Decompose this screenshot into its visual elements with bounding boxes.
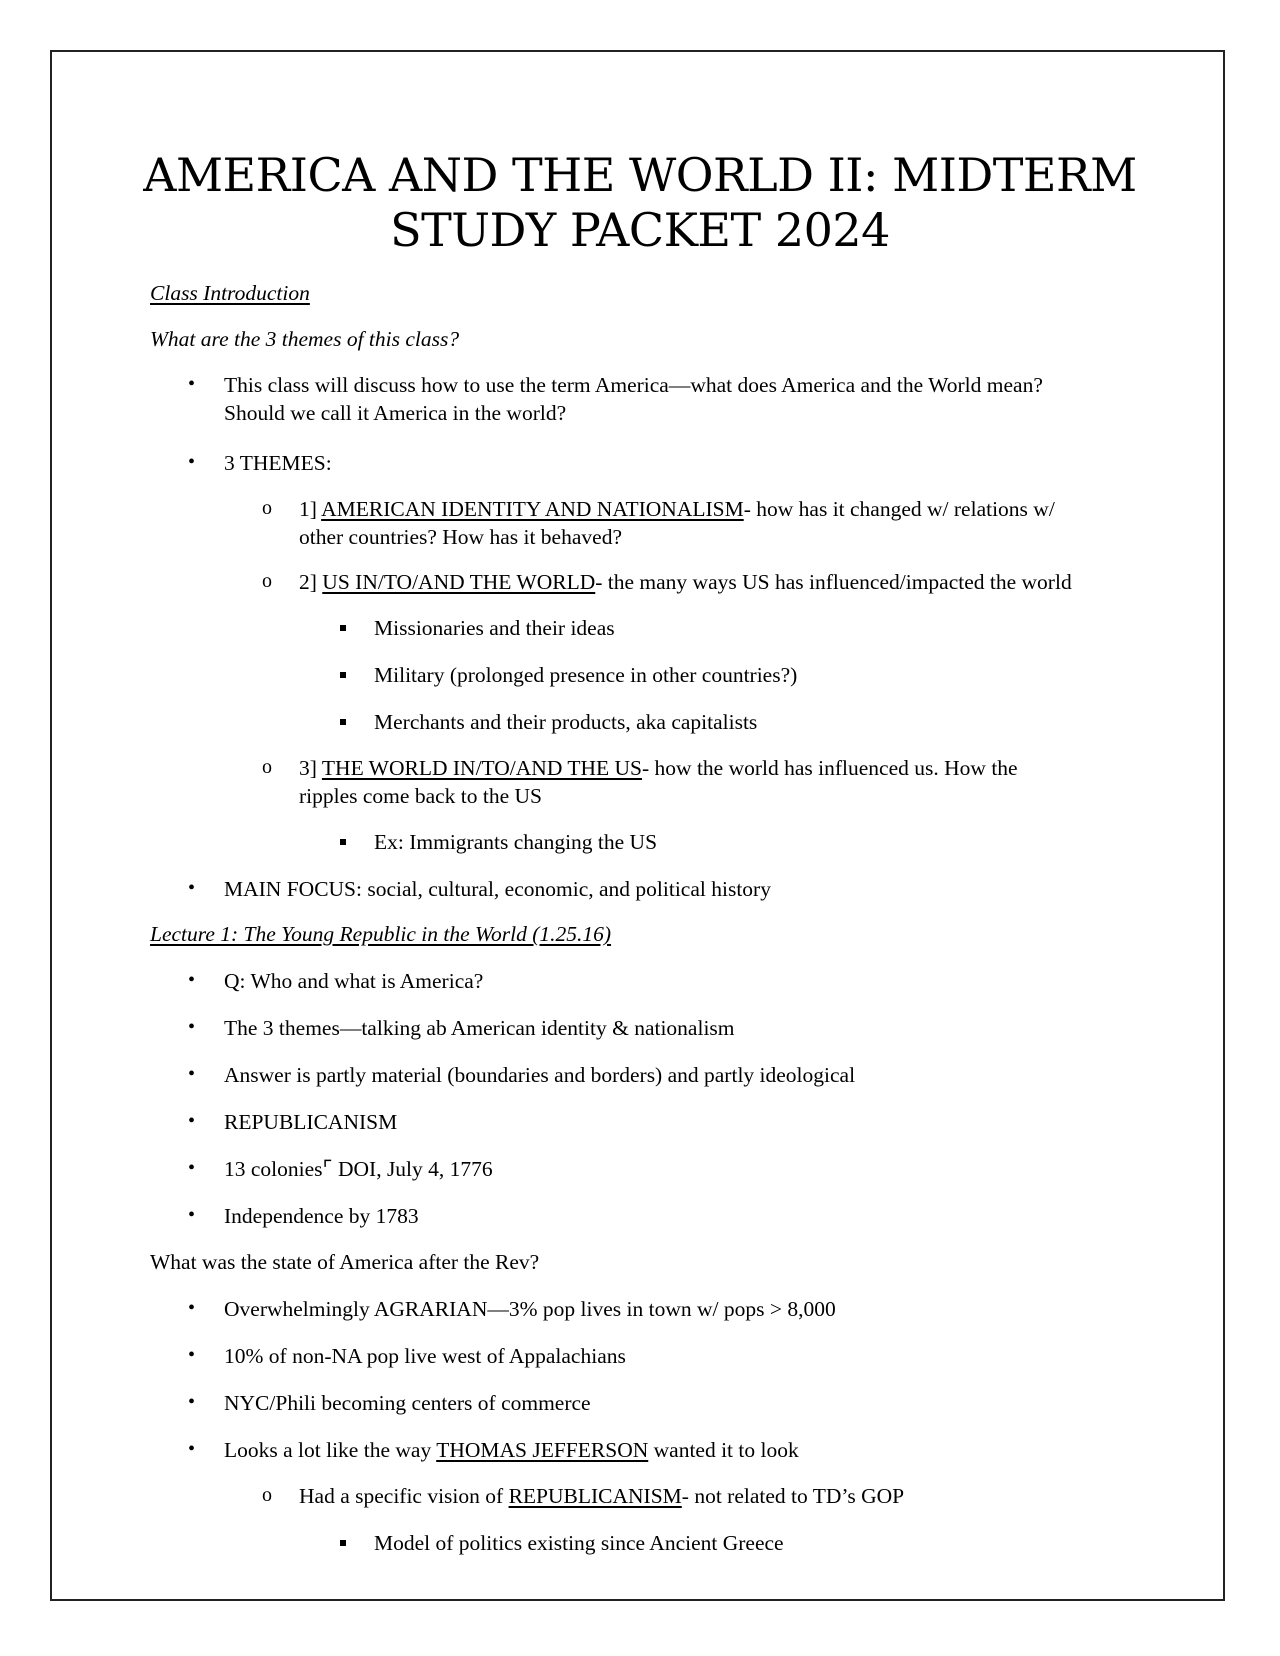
bullet-dot-icon: • [188,1391,196,1413]
theme-1-line-2: other countries? How has it behaved? [299,525,622,549]
document-title-line-2: STUDY PACKET 2024 [390,203,890,257]
main-focus: MAIN FOCUS: social, cultural, economic, and political history [224,877,771,901]
republicanism-bullet [299,1484,904,1509]
bullet-dot-icon: • [188,1204,196,1226]
republicanism-term: REPUBLICANISM [508,1484,682,1508]
bullet-square-icon [340,672,346,678]
theme-3-term: THE WORLD IN/TO/AND THE US [321,756,643,780]
theme-1-description: - how has it changed w/ relations w/ [743,497,1055,521]
bullet-dot-icon: • [188,969,196,991]
section-heading-class-introduction: Class Introduction [150,281,310,305]
bullet-circle-icon: o [262,756,272,778]
intro-bullet-1-line-1: This class will discuss how to use the term America—what does America and the World mean? [224,373,1043,397]
theme-2-term: US IN/TO/AND THE WORLD [322,570,596,594]
theme-3-description: - how the world has influenced us. How the [642,756,1018,780]
jefferson-bullet [224,1438,799,1463]
theme-3 [299,756,1018,781]
theme-2-description: - the many ways US has influenced/impacted the world [595,570,1072,594]
lecture-bullet: The 3 themes—talking ab American identity & nationalism [224,1016,735,1040]
bullet-dot-icon: • [188,1157,196,1179]
state-bullet: Overwhelmingly AGRARIAN—3% pop lives in town w/ pops > 8,000 [224,1297,836,1321]
theme-3-line-2: ripples come back to the US [299,784,543,808]
bullet-circle-icon: o [262,1484,272,1506]
bullet-circle-icon: o [262,497,272,519]
document-title-line-1: AMERICA AND THE WORLD II: MIDTERM [143,148,1137,202]
section-heading-lecture-1: Lecture 1: The Young Republic in the World (1.25.16) [150,922,612,946]
bullet-dot-icon: • [188,451,196,473]
state-bullet: NYC/Phili becoming centers of commerce [224,1391,591,1415]
themes-question: What are the 3 themes of this class? [150,327,460,351]
theme-1 [299,497,1055,522]
lecture-bullet: Independence by 1783 [224,1204,419,1228]
bullet-dot-icon: • [188,1344,196,1366]
bullet-dot-icon: • [188,877,196,899]
theme-3-prefix: 3] [299,756,322,780]
bullet-dot-icon: • [188,1110,196,1132]
theme-2-item: Missionaries and their ideas [374,616,615,640]
bullet-circle-icon: o [262,570,272,592]
theme-1-prefix: 1] [299,497,322,521]
jefferson-before: Looks a lot like the way [224,1438,437,1462]
bullet-dot-icon: • [188,1063,196,1085]
theme-2-prefix: 2] [299,570,323,594]
bullet-dot-icon: • [188,373,196,395]
theme-2-item: Military (prolonged presence in other countries?) [374,663,798,687]
theme-3-item: Ex: Immigrants changing the US [374,830,658,854]
theme-2 [299,570,1072,595]
lecture-bullet: Q: Who and what is America? [224,969,484,993]
bullet-dot-icon: • [188,1297,196,1319]
lecture-bullet: 13 colonies⌜ DOI, July 4, 1776 [224,1157,493,1181]
state-question: What was the state of America after the Rev? [150,1250,540,1274]
intro-bullet-1-line-2: Should we call it America in the world? [224,401,567,425]
state-bullet: 10% of non-NA pop live west of Appalachians [224,1344,626,1368]
intro-bullet-3-themes: 3 THEMES: [224,451,332,475]
bullet-square-icon [340,839,346,845]
theme-2-item: Merchants and their products, aka capitalists [374,710,758,734]
theme-1-term: AMERICAN IDENTITY AND NATIONALISM [321,497,744,521]
republicanism-after: - not related to TD’s GOP [681,1484,905,1508]
bullet-square-icon [340,625,346,631]
lecture-bullet: Answer is partly material (boundaries and borders) and partly ideological [224,1063,856,1087]
jefferson-term: THOMAS JEFFERSON [436,1438,649,1462]
republicanism-sub-item: Model of politics existing since Ancient Greece [374,1531,784,1555]
bullet-square-icon [340,719,346,725]
jefferson-after: wanted it to look [648,1438,799,1462]
lecture-bullet: REPUBLICANISM [224,1110,398,1134]
bullet-square-icon [340,1540,346,1546]
republicanism-before: Had a specific vision of [299,1484,509,1508]
bullet-dot-icon: • [188,1438,196,1460]
bullet-dot-icon: • [188,1016,196,1038]
